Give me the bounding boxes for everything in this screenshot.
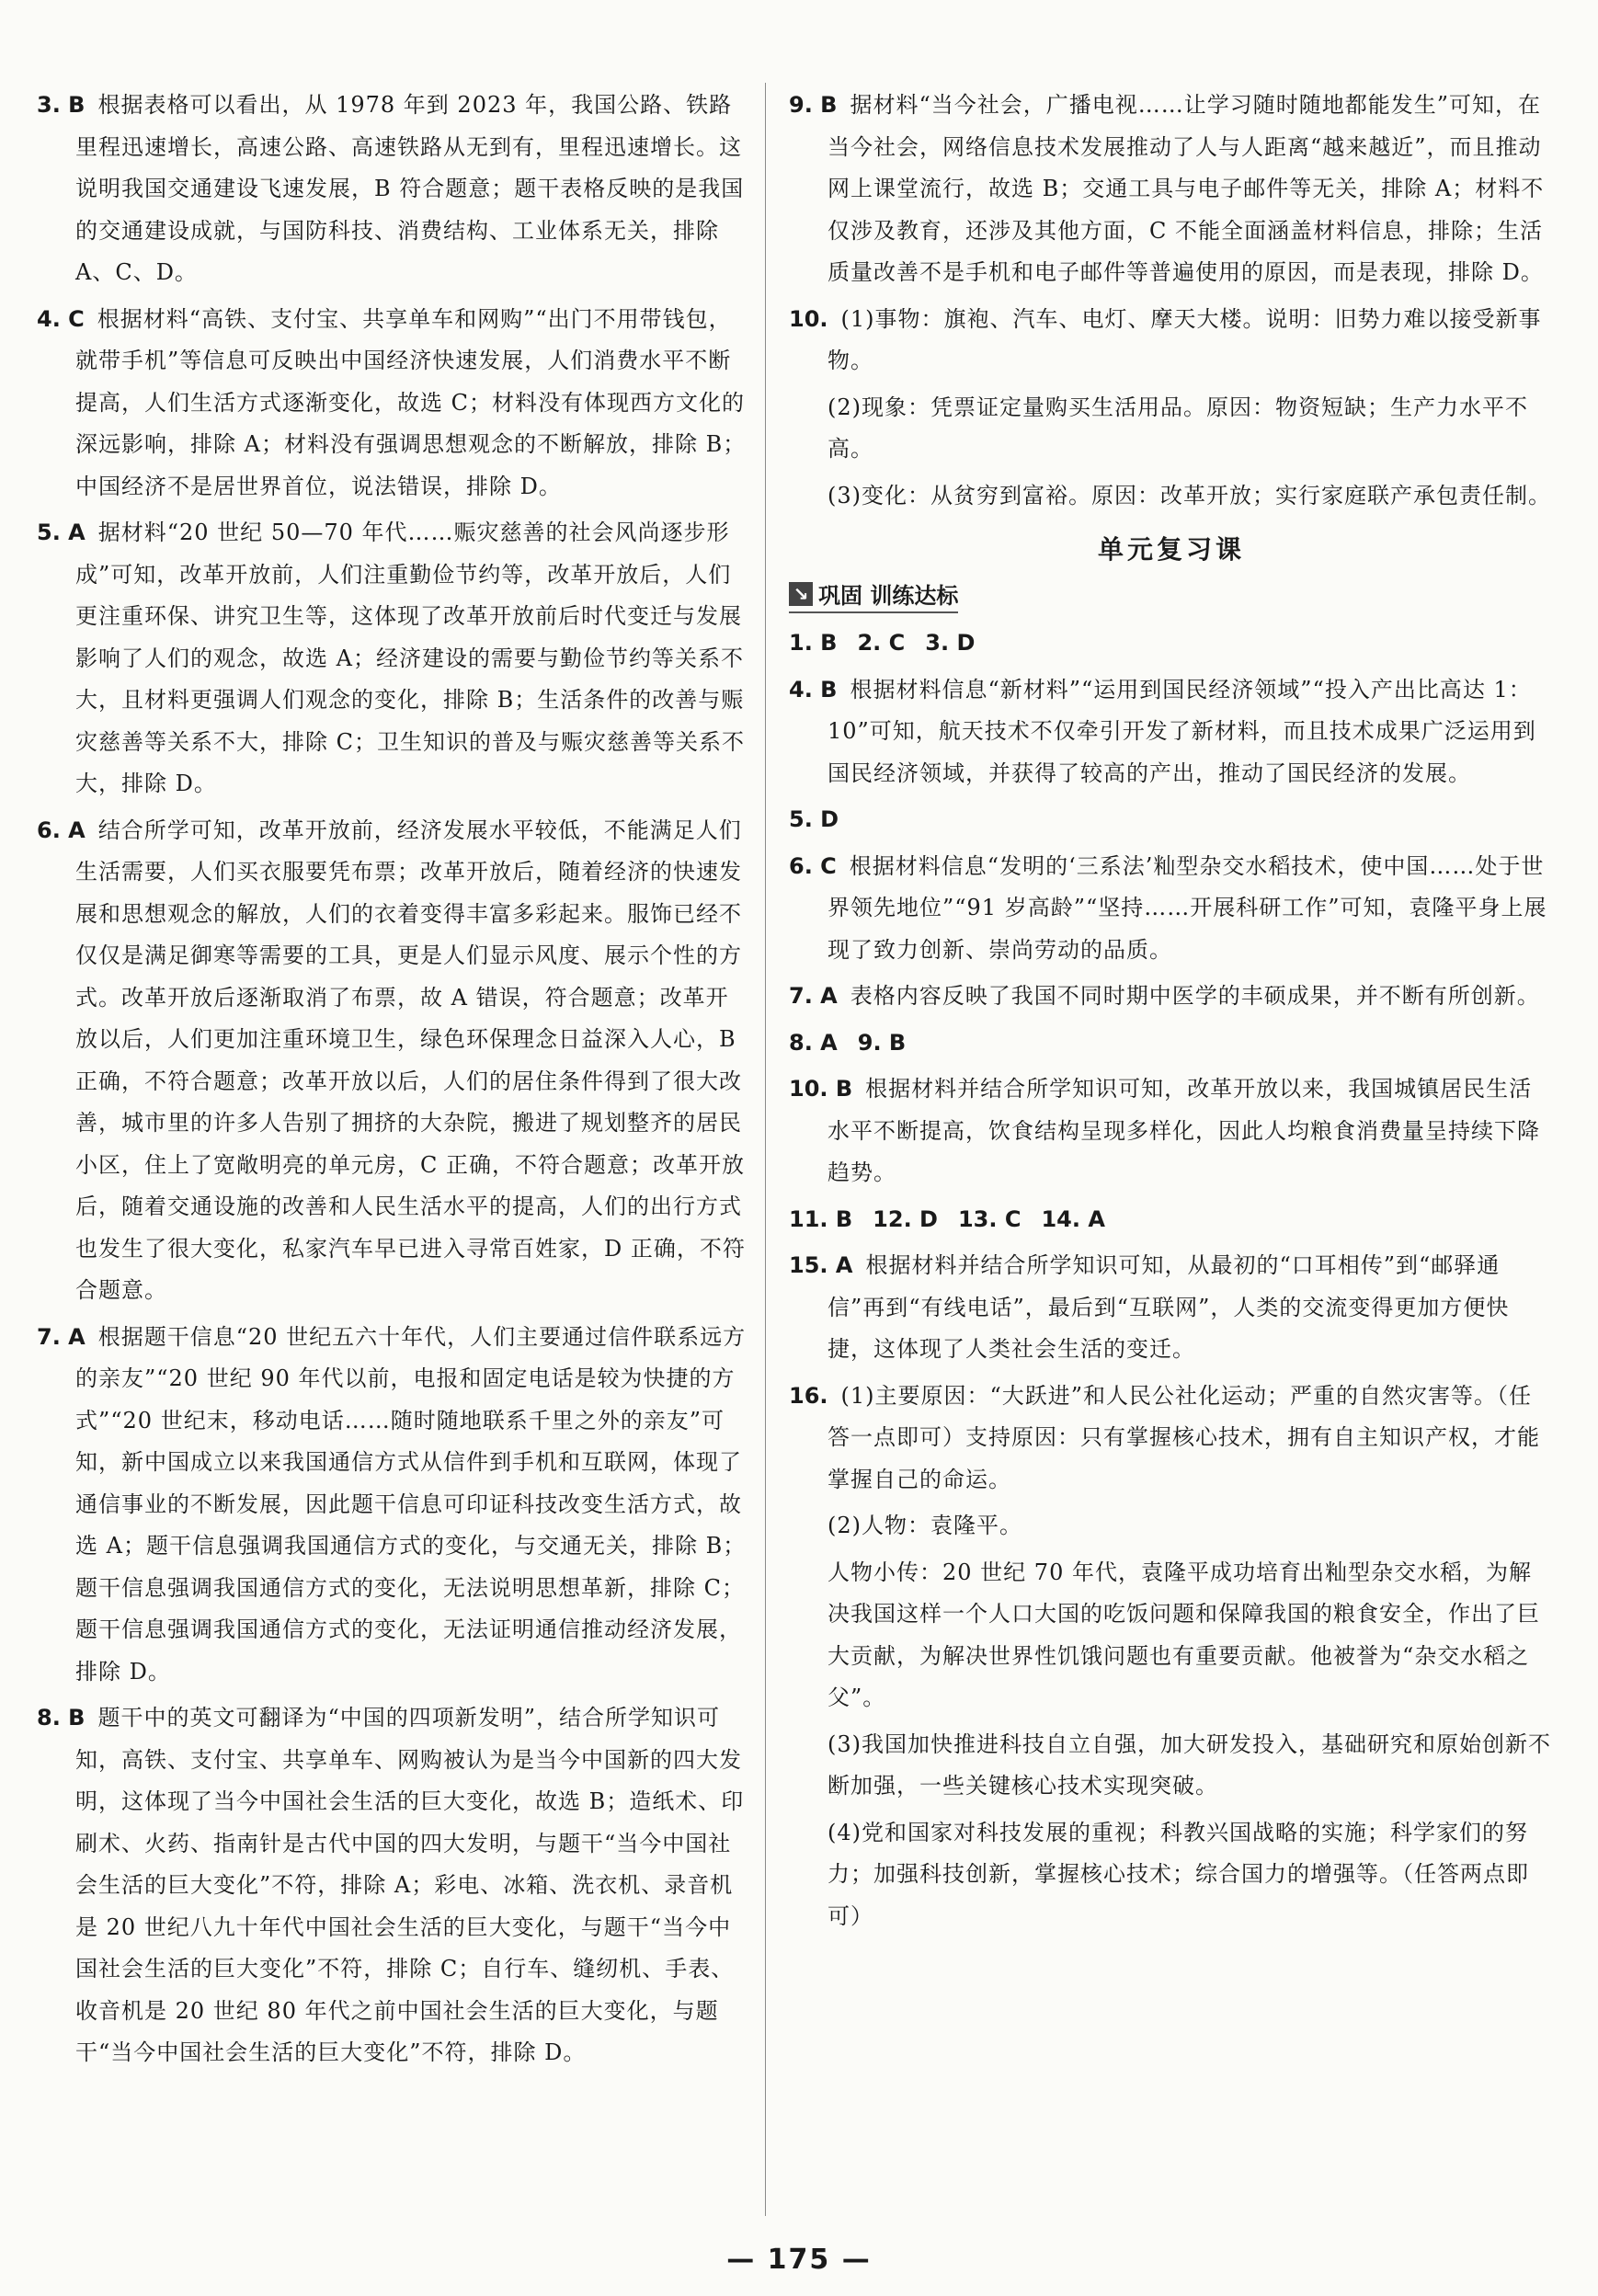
section-title: 单元复习课 [1097,534,1245,565]
section-tag [789,577,958,613]
short-answers: 11. B 12. D 13. C 14. A [789,1205,1105,1232]
answer-item: 10. B 根据材料并结合所学知识可知，改革开放以来，我国城镇居民生活水平不断提高，饮食结构呈现多样化，因此人均粮食消费量呈持续下降趋势。 [789,1076,1540,1185]
answer-item: 4. C 根据材料“高铁、支付宝、共享单车和网购”“出门不用带钱包，就带手机”等信息可反映出中国经济快速发展，人们消费水平不断提高，人们生活方式逐渐变化，故选 C；材料没有体现西方文化的深远影响，排除 A；材料没有强调思想观念的不断解放，排除 B；中国经济不是居世界首位，说法错误，排除 D。 [37,305,747,499]
answer-item: 3. B 根据表格可以看出，从 1978 年到 2023 年，我国公路、铁路里程迅速增长，高速公路、高速铁路从无到有，里程迅速增长。这说明我国交通建设飞速发展，B 符合题意；题干表格反映的是我国的交通建设成就，与国防科技、消费结构、工业体系无关，排除 A、C、D。 [37,92,745,285]
answer-subpart: (4)党和国家对科技发展的重视；科教兴国战略的实施；科学家们的努力；加强科技创新，掌握核心技术；综合国力的增强等。（任答两点即可） [828,1819,1529,1929]
answer-subpart: (2)人物：袁隆平。 [828,1513,1022,1538]
short-answers: 5. D [789,806,839,832]
arrow-icon: ↘ [789,582,813,606]
answer-subpart: (2)现象：凭票证定量购买生活用品。原因：物资短缺；生产力水平不高。 [828,394,1528,462]
answer-item: 5. A 据材料“20 世纪 50—70 年代……赈灾慈善的社会风尚逐步形成”可知，改革开放前，人们注重勤俭节约等，改革开放后，人们更注重环保、讲究卫生等，这体现了改革开放前后时代变迁与发展影响了人们的观念，故选 A；经济建设的需要与勤俭节约等关系不大，且材料更强调人们观念的变化，排除 B；生活条件的改善与赈灾慈善等关系不大，排除 C；卫生知识的普及与赈灾慈善等关系不大，排除 D。 [37,520,745,796]
page-number: — 175 — [726,2244,872,2276]
answer-item: 8. B 题干中的英文可翻译为“中国的四项新发明”，结合所学知识可知，高铁、支付宝、共享单车、网购被认为是当今中国新的四大发明，这体现了当今中国社会生活的巨大变化，故选 B；造纸术、印刷术、火药、指南针是古代中国的四大发明，与题干“当今中国社会生活的巨大变化”不符，排除 A；彩电、冰箱、洗衣机、录音机是 20 世纪八九十年代中国社会生活的巨大变化，与题干“当今中国社会生活的巨大变化”不符，排除 C；自行车、缝纫机、手表、收音机是 20 世纪 80 年代之前中国社会生活的巨大变化，与题干“当今中国社会生活的巨大变化”不符，排除 D。 [37,1705,745,2065]
answer-item: 9. B 据材料“当今社会，广播电视……让学习随时随地都能发生”可知，在当今社会，网络信息技术发展推动了人与人距离“越来越近”，而且推动网上课堂流行，故选 B；交通工具与电子邮件等无关，排除 A；材料不仅涉及教育，还涉及其他方面，C 不能全面涵盖材料信息，排除；生活质量改善不是手机和电子邮件等普遍使用的原因，而是表现，排除 D。 [789,92,1545,285]
short-answers: 8. A 9. B [789,1029,907,1056]
answer-item-10: 10. (1)事物：旗袍、汽车、电灯、摩天大楼。说明：旧势力难以接受新事物。 [789,305,1542,373]
answer-item-16: 16. (1)主要原因：“大跃进”和人民公社化运动；严重的自然灾害等。（任答一点即可）支持原因：只有掌握核心技术，拥有自主知识产权，才能掌握自己的命运。 [789,1382,1540,1492]
answer-item: 15. A 根据材料并结合所学知识可知，从最初的“口耳相传”到“邮驿通信”再到“有线电话”，最后到“互联网”，人类的交流变得更加方便快捷，这体现了人类社会生活的变迁。 [789,1252,1510,1362]
answer-item: 7. A 表格内容反映了我国不同时期中医学的丰硕成果，并不断有所创新。 [789,983,1540,1009]
answer-item: 6. C 根据材料信息“发明的‘三系法’籼型杂交水稻技术，使中国……处于世界领先地位”“91 岁高龄”“坚持……开展科研工作”可知，袁隆平身上展现了致力创新、崇尚劳动的品质。 [789,852,1547,963]
column-divider [765,83,766,2216]
right-column [789,85,1554,1942]
left-column [37,85,747,2079]
answer-subpart: 人物小传：20 世纪 70 年代，袁隆平成功培育出籼型杂交水稻，为解决我国这样一个人口大国的吃饭问题和保障我国的粮食安全，作出了巨大贡献，为解决世界性饥饿问题也有重要贡献。他被誉为“杂交水稻之父”。 [828,1559,1540,1710]
answer-subpart: (3)我国加快推进科技自立自强，加大研发投入，基础研究和原始创新不断加强，一些关键核心技术实现突破。 [828,1731,1551,1799]
answer-item: 4. B 根据材料信息“新材料”“运用到国民经济领域”“投入产出比高达 1：10”可知，航天技术不仅牵引开发了新材料，而且技术成果广泛运用到国民经济领域，并获得了较高的产出，推动了国民经济的发展。 [789,676,1536,786]
answer-item: 7. A 根据题干信息“20 世纪五六十年代，人们主要通过信件联系远方的亲友”“20 世纪 90 年代以前，电报和固定电话是较为快捷的方式”“20 世纪末，移动电话……随时随地联系千里之外的亲友”可知，新中国成立以来我国通信方式从信件到手机和互联网，体现了通信事业的不断发展，因此题干信息可印证科技改变生活方式，故选 A；题干信息强调我国通信方式的变化，与交通无关，排除 B；题干信息强调我国通信方式的变化，无法说明思想革新，排除 C；题干信息强调我国通信方式的变化，无法证明通信推动经济发展，排除 D。 [37,1323,747,1685]
answer-subpart: (3)变化：从贫穷到富裕。原因：改革开放；实行家庭联产承包责任制。 [828,482,1551,508]
answer-item: 6. A 结合所学可知，改革开放前，经济发展水平较低，不能满足人们生活需要，人们买衣服要凭布票；改革开放后，随着经济的快速发展和思想观念的解放，人们的衣着变得丰富多彩起来。服饰已经不仅仅是满足御寒等需要的工具，更是人们显示风度、展示个性的方式。改革开放后逐渐取消了布票，故 A 错误，符合题意；改革开放以后，人们更加注重环境卫生，绿色环保理念日益深入人心，B 正确，不符合题意；改革开放以后，人们的居住条件得到了很大改善，城市里的许多人告别了拥挤的大杂院，搬进了规划整齐的居民小区，住上了宽敞明亮的单元房，C 正确，不符合题意；改革开放后，随着交通设施的改善和人民生活水平的提高，人们的出行方式也发生了很大变化，私家汽车早已进入寻常百姓家，D 正确，不符合题意。 [37,817,746,1303]
section-tag-label: 巩固 训练达标 [818,583,959,609]
short-answers: 1. B 2. C 3. D [789,630,976,656]
